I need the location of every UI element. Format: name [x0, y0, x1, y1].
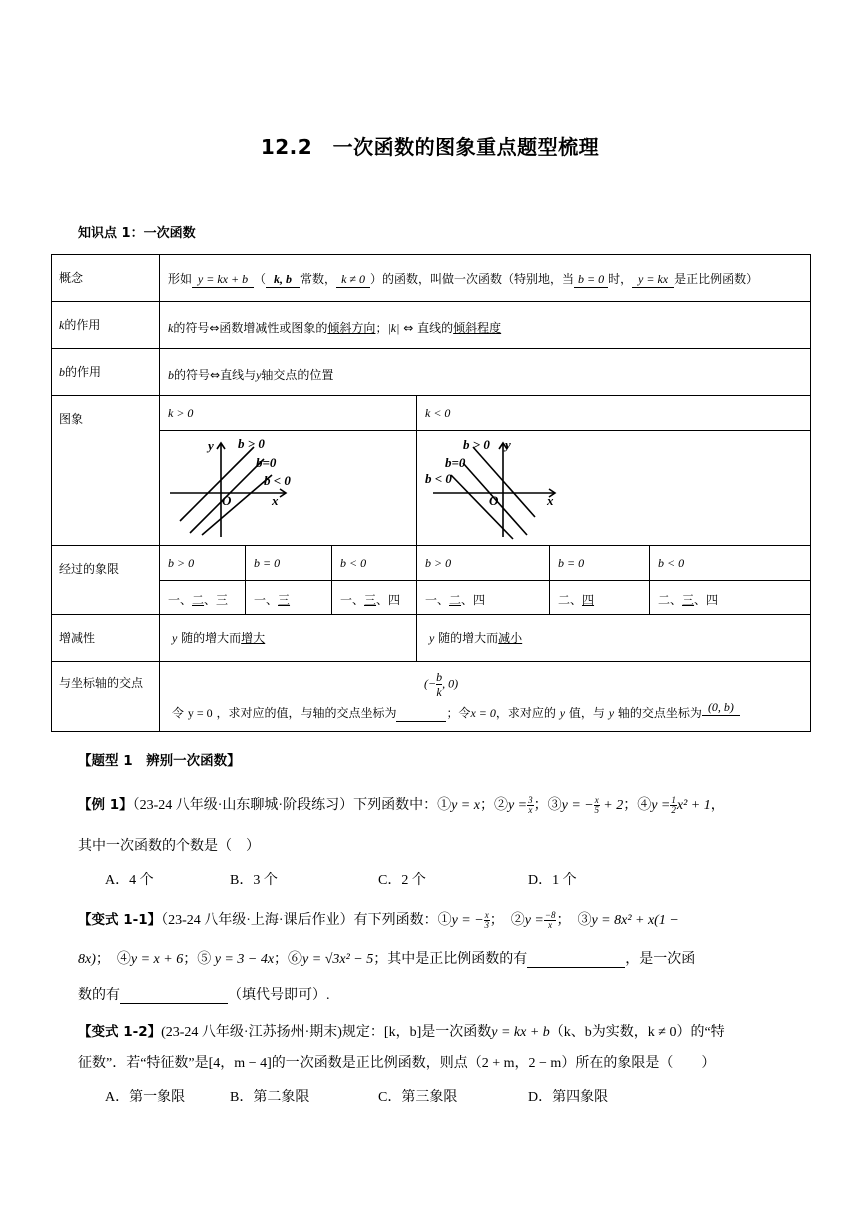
variant12-option-a: A．第一象限 — [105, 1090, 186, 1105]
svg-text:b > 0: b > 0 — [238, 436, 265, 451]
graph-k-negative — [417, 431, 811, 546]
svg-text:x: x — [547, 493, 554, 508]
variant12-option-c: C．第三象限 — [378, 1090, 458, 1105]
svg-text:x: x — [272, 493, 279, 508]
svg-text:y: y — [208, 438, 214, 453]
cond-cell: b < 0 — [332, 546, 417, 581]
example1-option-d: D．1 个 — [528, 873, 577, 888]
quadrant-cell: 一、二、三 — [160, 581, 246, 615]
section-heading: 知识点 1：一次函数 — [78, 226, 196, 241]
b-role-cell: b的符号⇔直线与y轴交点的位置 — [160, 349, 811, 396]
cond-cell: b = 0 — [550, 546, 650, 581]
svg-text:O: O — [489, 493, 499, 508]
graph-increasing-lines — [166, 433, 366, 545]
cond-cell: b = 0 — [246, 546, 332, 581]
variant12-line1: 【变式 1-2】(23-24 八年级·江苏扬州·期末)规定：[k，b]是一次函数y = kx + b（k、b为实数，k ≠ 0）的“特 — [78, 1024, 725, 1040]
k-positive-header: k > 0 — [160, 396, 417, 431]
svg-text:b < 0: b < 0 — [264, 473, 291, 488]
cond-cell: b < 0 — [650, 546, 811, 581]
svg-text:b=0: b=0 — [445, 455, 466, 470]
quadrant-label: 经过的象限 — [52, 546, 160, 615]
page-title: 12.2 一次函数的图象重点题型梳理 — [260, 135, 600, 159]
variant12-line2: 征数”．若“特征数”是[4，m − 4]的一次函数是正比例函数，则点（2 + m，2 − m）所在的象限是（ ） — [78, 1056, 716, 1071]
graph-label: 图象 — [52, 396, 160, 546]
quadrant-cell: 一、三、四 — [332, 581, 417, 615]
k-role-label: k的作用 — [52, 302, 160, 349]
cond-cell: b > 0 — [160, 546, 246, 581]
cond-cell: b > 0 — [417, 546, 550, 581]
quadrant-cell: 二、三、四 — [650, 581, 811, 615]
quadrant-cell: 二、四 — [550, 581, 650, 615]
example1-option-a: A．4 个 — [105, 873, 154, 888]
concept-label: 概念 — [52, 255, 160, 302]
intersect-cell: (− $\frac{b}{k}$ , 0) 令 y = 0 ，求对应的值，与轴的交点坐标为 ；令x = 0，求对应的 y 值，与 y 轴的交点坐标为 (0, b) — [160, 662, 811, 732]
svg-text:O: O — [222, 493, 232, 508]
quadrant-cell: 一、二、四 — [417, 581, 550, 615]
example1-line2: 其中一次函数的个数是（ ） — [78, 839, 260, 854]
svg-text:y: y — [505, 437, 511, 452]
b-role-label: b的作用 — [52, 349, 160, 396]
k-negative-header: k < 0 — [417, 396, 811, 431]
variant11-line2: 8x)； ④y = x + 6；⑤ y = 3 − 4x；⑥y = √3x² − 5；其中是正比例函数的有 ，是一次函 — [78, 952, 696, 967]
monotonic-increasing: y 随的增大而增大 — [160, 615, 417, 662]
monotonic-decreasing: y 随的增大而减小 — [417, 615, 811, 662]
example1-line1: 【例 1】（23-24 八年级·山东聊城·阶段练习）下列函数中：①y = x；②y = $\frac{3}{x}$ ；③y = − $\frac{x}{5}$ + 2；④y = $\frac{1}{2}$ x² + 1， — [78, 795, 725, 816]
example1-option-c: C．2 个 — [378, 873, 426, 888]
k-role-cell: k的符号⇔函数增减性或图象的倾斜方向；|k| ⇔ 直线的倾斜程度 — [160, 302, 811, 349]
graph-k-positive — [160, 431, 417, 546]
variant12-option-b: B．第二象限 — [230, 1090, 310, 1105]
variant11-line1: 【变式 1-1】（23-24 八年级·上海·课后作业）有下列函数：①y = − $\frac{x}{3}$ ； ②y = $\frac{-8}{x}$ ； ③y = 8x² + x(1 − — [78, 910, 679, 931]
variant12-option-d: D．第四象限 — [528, 1090, 609, 1105]
monotonic-label: 增减性 — [52, 615, 160, 662]
type1-heading: 【题型 1 辨别一次函数】 — [78, 753, 241, 769]
x-intercept-formula: (− $\frac{b}{k}$ , 0) — [424, 670, 459, 699]
concept-cell: 形如 y = kx + b （ k, b 常数， k ≠ 0 ）的函数，叫做一次函数（特别地，当 b = 0 时， y = kx 是正比例函数） — [160, 255, 811, 302]
variant11-line3: 数的有 （填代号即可）. — [78, 988, 330, 1003]
svg-text:b > 0: b > 0 — [463, 437, 490, 452]
quadrant-cell: 一、三 — [246, 581, 332, 615]
intersect-label: 与坐标轴的交点 — [52, 662, 160, 732]
knowledge-table — [51, 254, 811, 732]
svg-text:b < 0: b < 0 — [425, 471, 452, 486]
svg-text:b=0: b=0 — [256, 455, 277, 470]
graph-decreasing-lines — [423, 433, 623, 545]
example1-option-b: B．3 个 — [230, 873, 278, 888]
